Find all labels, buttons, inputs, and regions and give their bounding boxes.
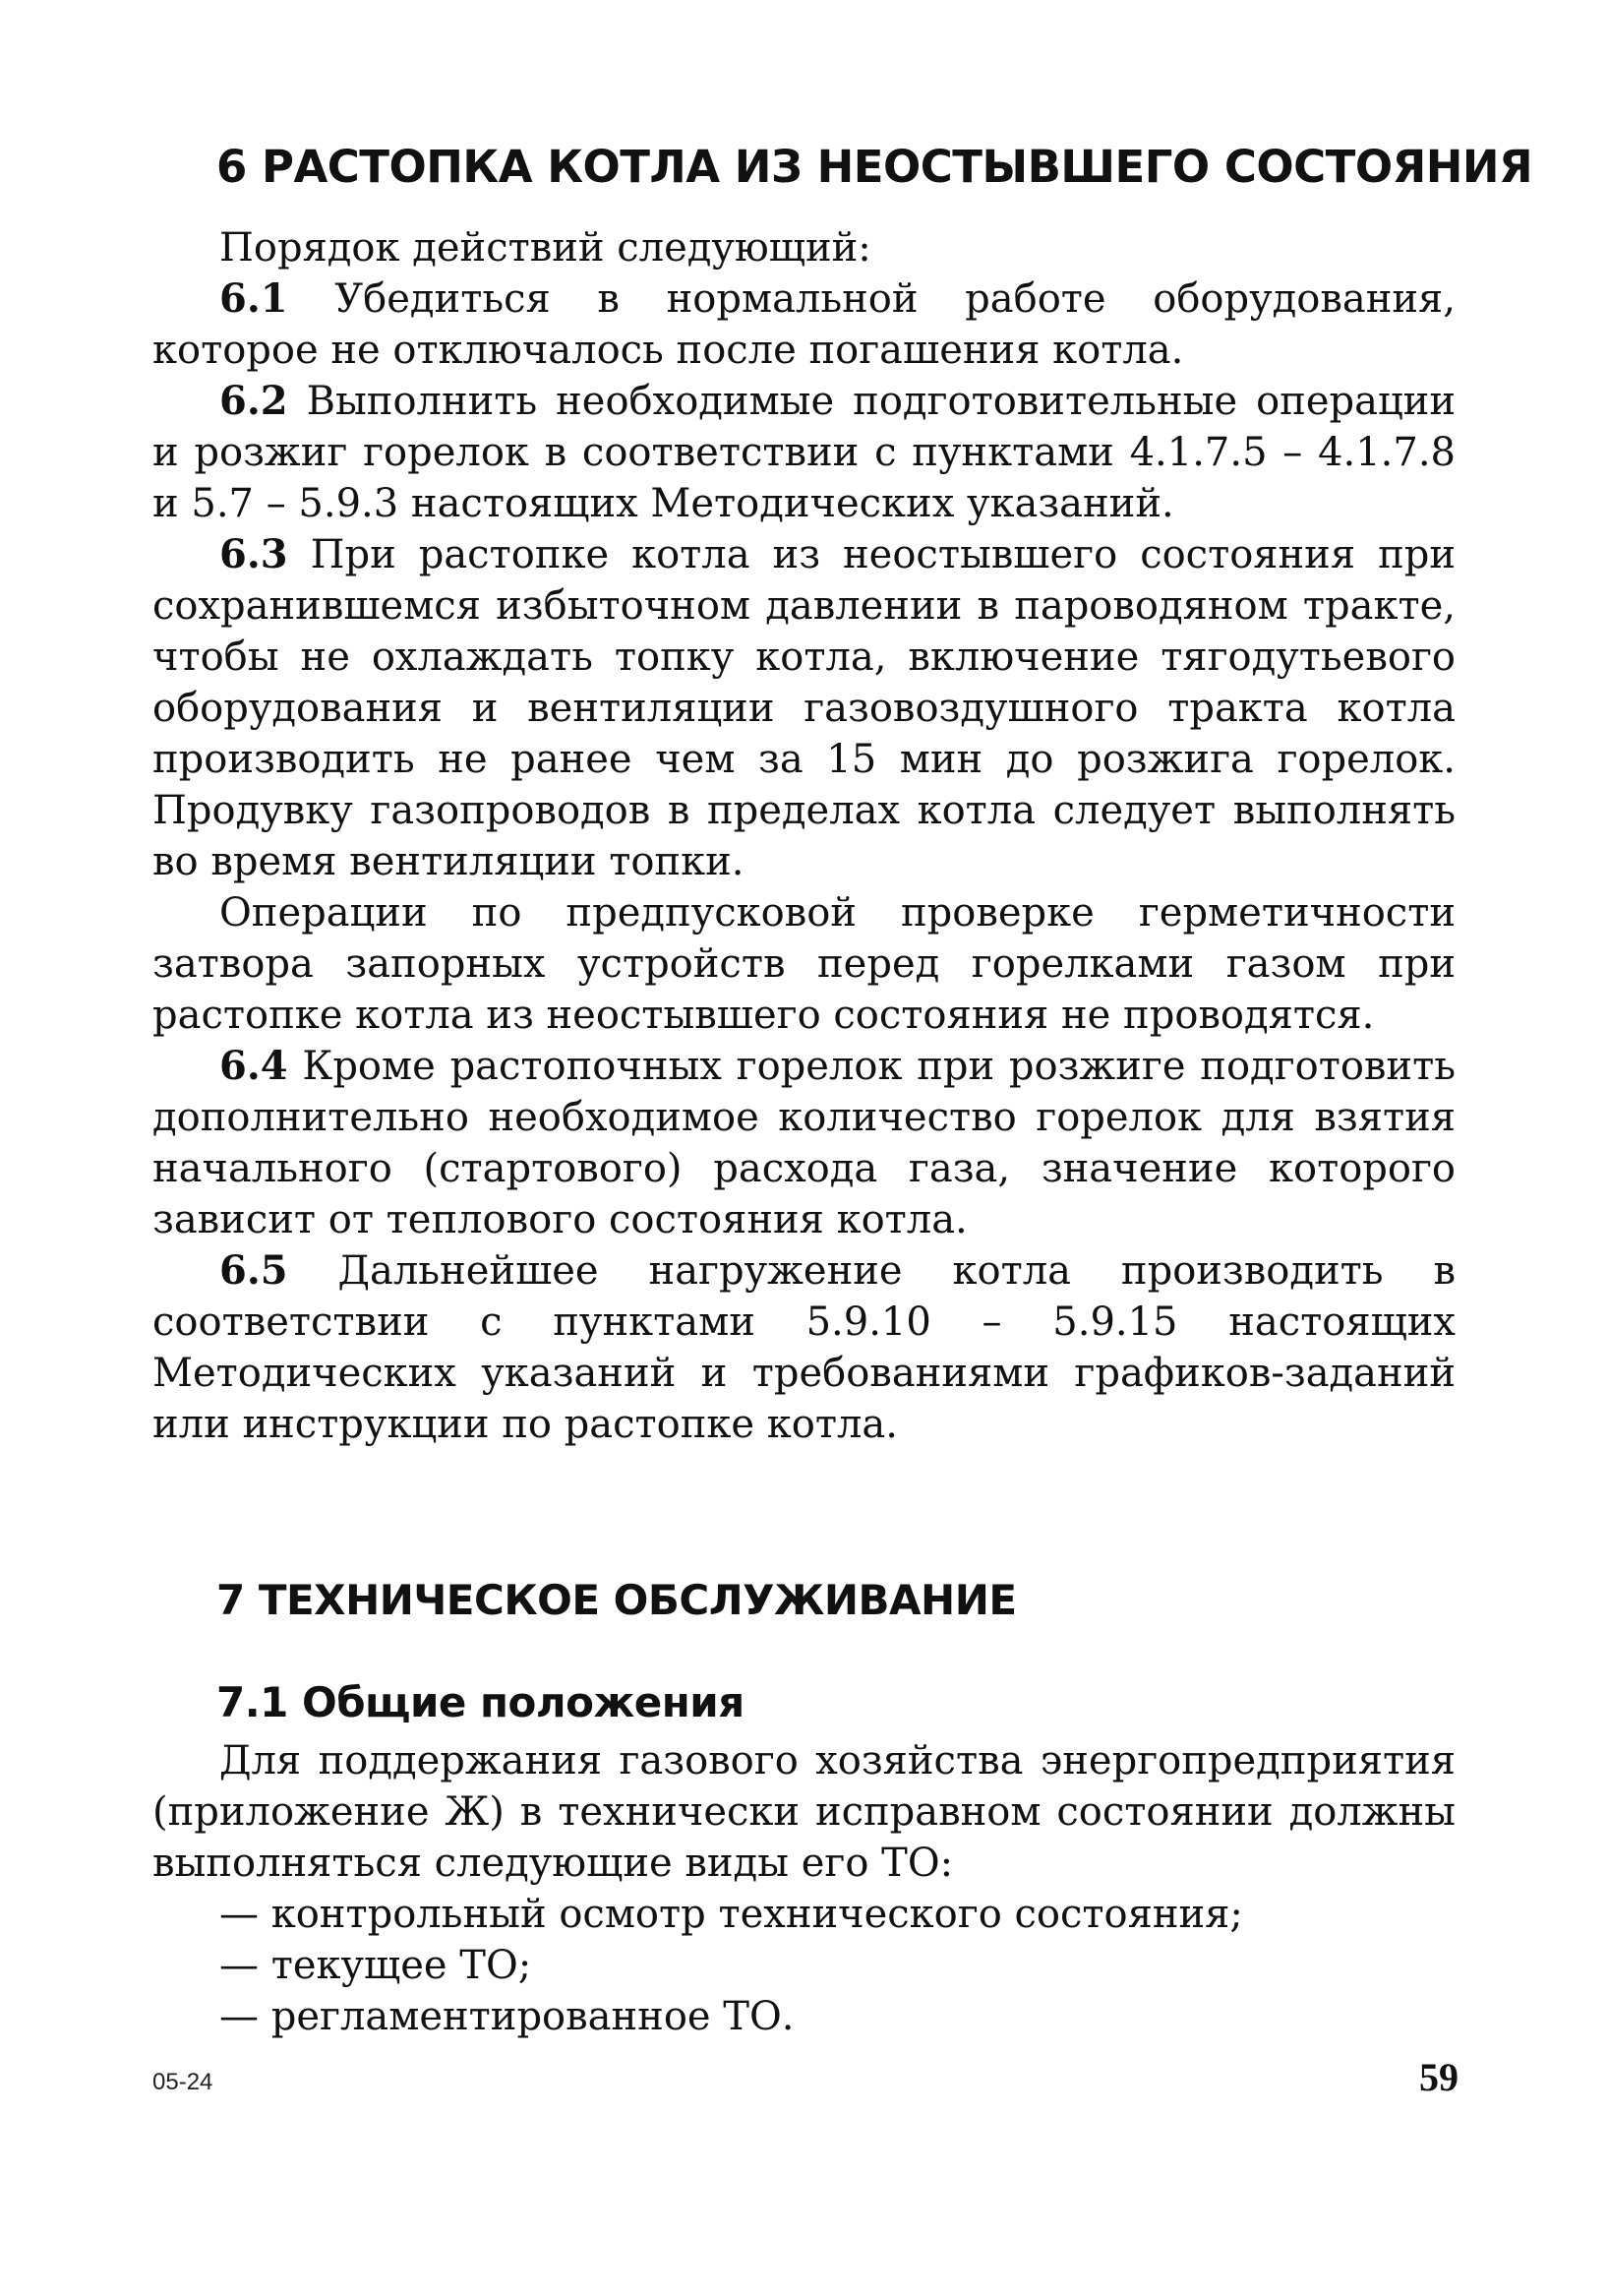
paragraph-text: При растопке котла из неостывшего состояния при сохранившемся избыточном давлении в пароводяном тракте, чтобы не охлаждать топку котла, включение тягодутьевого оборудования и вентиляции газовоздушного тракта котла производить не ранее чем за 15 мин до розжига горелок. Продувку газопроводов в пределах котла следует выполнять во время вентиляции топки. bbox=[152, 532, 1456, 884]
paragraph-6-1 bbox=[152, 273, 1456, 376]
list-item: — регламентированное ТО. bbox=[219, 1994, 795, 2039]
paragraph-6-3-note bbox=[152, 887, 1456, 1041]
section-6-title: 6 РАСТОПКА КОТЛА ИЗ НЕОСТЫВШЕГО СОСТОЯНИЯ bbox=[216, 141, 1533, 193]
section-6-intro: Порядок действий следующий: bbox=[219, 225, 871, 271]
paragraph-number: 6.2 bbox=[219, 378, 288, 424]
section-7-1-subtitle: 7.1 Общие положения bbox=[216, 1678, 744, 1726]
paragraph-number: 6.5 bbox=[219, 1247, 288, 1294]
paragraph-text: Кроме растопочных горелок при розжиге подготовить дополнительно необходимое количество горелок для взятия начального (стартового) расхода газа, значение которого зависит от теплового состояния котла. bbox=[152, 1044, 1456, 1242]
section-spacer bbox=[152, 1450, 1456, 1572]
paragraph-text: Дальнейшее нагружение котла производить в соответствии с пунктами 5.9.10 – 5.9.15 настоящих Методических указаний и требованиями графиков-заданий или инструкции по растопке котла. bbox=[152, 1248, 1456, 1447]
paragraph-number: 6.1 bbox=[219, 275, 288, 322]
paragraph-text: Выполнить необходимые подготовительные операции и розжиг горелок в соответствии с пунктами 4.1.7.5 – 4.1.7.8 и 5.7 – 5.9.3 настоящих Методических указаний. bbox=[152, 379, 1456, 526]
section-7-1-intro: Для поддержания газового хозяйства энергопредприятия (приложение Ж) в технически исправном состоянии должны выполняться следующие виды его ТО: bbox=[152, 1738, 1456, 1886]
list-item: — текущее ТО; bbox=[219, 1943, 532, 1988]
paragraph-6-5 bbox=[152, 1245, 1456, 1450]
paragraph-6-2 bbox=[152, 376, 1456, 529]
paragraph-number: 6.4 bbox=[219, 1043, 288, 1089]
paragraph-text: Операции по предпусковой проверке герметичности затвора запорных устройств перед горелками газом при растопке котла из неостывшего состояния не проводятся. bbox=[152, 890, 1456, 1038]
list-item: — контрольный осмотр технического состояния; bbox=[219, 1892, 1243, 1937]
paragraph-number: 6.3 bbox=[219, 531, 288, 577]
page-content bbox=[152, 138, 1533, 2042]
paragraph-text: Убедиться в нормальной работе оборудования, которое не отключалось после погашения котла. bbox=[152, 276, 1456, 373]
paragraph-6-3 bbox=[152, 529, 1456, 887]
section-7-title: 7 ТЕХНИЧЕСКОЕ ОБСЛУЖИВАНИЕ bbox=[216, 1576, 1017, 1624]
paragraph-6-4 bbox=[152, 1041, 1456, 1245]
page-number: 59 bbox=[1419, 2055, 1459, 2099]
document-code: 05-24 bbox=[152, 2069, 213, 2095]
